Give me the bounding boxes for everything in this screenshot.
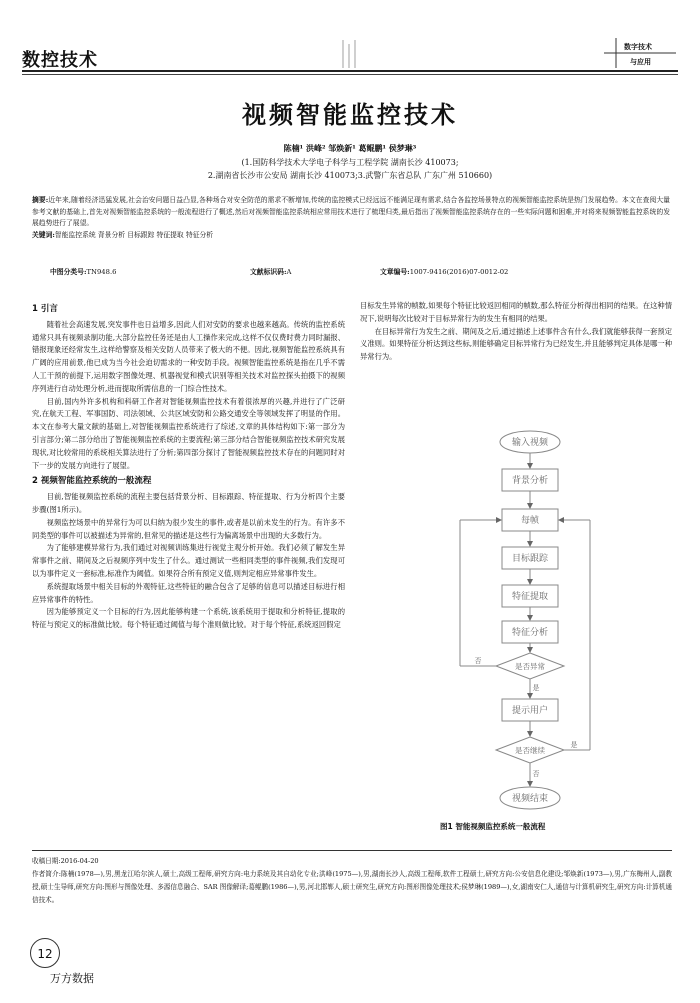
flow-yes-label: 是 — [570, 741, 578, 749]
journal-logo — [590, 36, 678, 70]
flow-node-label: 目标跟踪 — [511, 554, 549, 564]
section-2-heading: 2 视频智能监控系统的一般流程 — [32, 476, 152, 487]
header-rule-thin — [22, 74, 678, 75]
flow-node-label: 是否继续 — [515, 746, 545, 755]
paragraph: 随着社会高速发展,突发事件也日益增多,因此人们对安防的要求也越来越高。传统的监控系统通常只具有视频录制功能,大部分监控任务还是由人工操作来完成,这样不仅仅费时费力同时漏报、错报现象还经常发生,这样给警察及相关安防人员带来了极大的不便。因此,视频智能监控系统具有广阔的应用前景,他已成为当今社会迫切需求的一种安防手段。视频智能监控系统是指在几乎不需人工干预的前提下,运用数字图像处理、机器视觉和模式识别等相关技术对监控探头拍摄下的视频序列进行自动处理分析,进而提取所需信息的一门综合性技术。 — [32, 319, 345, 393]
article-no-value: 1007-9416(2016)07-0012-02 — [409, 268, 509, 276]
flow-node-label: 输入视频 — [511, 438, 549, 448]
doc-code-value: A — [286, 268, 292, 276]
header-ornament-icon — [335, 38, 365, 70]
paragraph: 目前,智能视频监控系统的流程主要包括背景分析、目标跟踪、特征提取、行为分析四个主要步骤(图1所示)。 — [32, 492, 345, 514]
paragraph: 因为能够预定义一个目标的行为,因此能够构建一个系统,该系统用于提取和分析特征,提取的特征与预定义的标准做比较。每个特征通过阈值与每个准则做比较。对于每个特征,系统返回假定 — [32, 607, 345, 630]
header-rule — [22, 70, 678, 72]
paragraph: 目前,国内外许多机构和科研工作者对智能视频监控技术有着很浓厚的兴趣,并进行了广泛研究,在航天工程、军事国防、司法领域、公共区域安防和公路交通安全等领域发挥了明显的作用。本文在参考大量文献的基础上,对智能视频监控系统进行了综述,文章的具体结构如下:第一部分为引言部分;第二部分给出了智能视频监控系统的主要流程;第三部分结合智能视频监控技术研究发展现状,对比较常用的系统相关算法进行了分析;第四部分探讨了智能视频监控技术存在的问题同时对下一步的发展方向进行了展望。 — [32, 396, 345, 470]
flow-node-label: 是否异常 — [515, 662, 545, 671]
keywords-text: 智能监控系统 背景分析 目标跟踪 特征提取 特征分析 — [54, 230, 214, 239]
authors: 陈楠¹ 洪峰² 邹焕新¹ 葛鲲鹏¹ 侯梦琳³ — [283, 143, 417, 153]
flow-node-label: 特征提取 — [511, 592, 549, 602]
author-bio: 作者简介:陈楠(1978—),男,黑龙江哈尔滨人,硕士,高级工程师,研究方向:电力系统及其自动化专业;洪峰(1975—),男,湖南长沙人,高级工程师,软件工程硕士,研究方向:公安信息化建设;邹焕新(1973—),男,广东梅州人,副教授,硕士生导师,研究方向:图形与图像处理、多源信息融合、SAR 图像解译;葛鲲鹏(1986—),男,河北邯郸人,硕士研究生,研究方向:图形图像处理技术;侯梦琳(1989—),女,湖南安仁人,通信与计算机研究生,研究方向:计算机通信技术。 — [32, 870, 672, 904]
paragraph: 系统提取场景中相关目标的外观特征,这些特征的融合包含了足够的信息可以描述目标进行相应异常事件的特性。 — [32, 581, 345, 604]
footnote-rule — [32, 850, 672, 851]
affiliations — [0, 156, 700, 182]
flowchart — [440, 420, 600, 820]
section-title: 数控技术 — [22, 50, 98, 71]
paragraph: 视频监控场景中的异常行为可以归纳为很少发生的事件,或者是以前未发生的行为。有许多不同类型的事件可以被描述为异常的,但常见的描述是这些行为偏离场景中出现的大多数行为。 — [32, 517, 345, 540]
paragraph: 在目标异常行为发生之前、期间及之后,通过描述上述事件含有什么,我们就能够获得一套预定义准则。如果特征分析达到这些标,则能够确定目标异常行为已经发生,并且能够判定具体是哪一种异常行为。 — [360, 326, 672, 362]
flow-node-label: 视频结束 — [511, 794, 549, 804]
page-number: 12 — [30, 938, 60, 968]
clc-value: TN948.6 — [86, 268, 117, 276]
right-column — [360, 300, 672, 364]
flow-node-label: 背景分析 — [511, 476, 549, 486]
clc-label: 中图分类号: — [50, 268, 87, 276]
affiliation-line: (1.国防科学技术大学电子科学与工程学院 湖南长沙 410073; — [241, 158, 459, 167]
affiliation-line: 2.湖南省长沙市公安局 湖南长沙 410073;3.武警广东省总队 广东广州 510660) — [207, 171, 493, 180]
flow-node-label: 特征分析 — [511, 628, 549, 638]
abstract-text: 近年来,随着经济迅猛发展,社会治安问题日益凸显,各种场合对安全防范的需求不断增加,传统的监控模式已经远远不能满足现有需求,结合各监控场景特点的视频智能监控系统是热门发展趋势。本文在查阅大量参考文献的基础上,首先对视频智能监控系统的一般流程进行了概述,然后对视频智能监控系统相应常用技术进行了梳理归类,最后指出了视频智能监控系统存在的一些实际问题和困难,并对将来视频智能监控系统的发展趋势进行了展望。 — [32, 196, 670, 228]
flow-yes-label: 是 — [532, 684, 540, 692]
flow-no-label: 否 — [474, 657, 482, 665]
flow-node-label: 提示用户 — [511, 706, 549, 716]
doc-code-label: 文献标识码: — [250, 268, 287, 276]
received-date: 收稿日期:2016-04-20 — [32, 857, 99, 865]
logo-top-text: 数字技术 — [624, 42, 652, 51]
section-1-heading: 1 引言 — [32, 304, 58, 314]
article-title: 视频智能监控技术 — [242, 101, 458, 129]
logo-bottom-text: 与应用 — [630, 57, 651, 66]
left-column — [32, 300, 345, 632]
flow-node-label: 每帧 — [520, 516, 540, 526]
paragraph: 为了能够建模异常行为,我们通过对视频训练集进行视觉主观分析开始。我们必须了解发生异常事件之前、期间及之后视频序列中发生了什么。通过测试一些相同类型的事件视频,我们发现可以为事件定义一套标准,标准作为阈值。如果符合所有预定义值,则判定相应异常事件发生。 — [32, 543, 345, 578]
flow-no-label: 否 — [532, 770, 540, 778]
article-no-label: 文章编号: — [380, 268, 410, 276]
footnotes — [32, 855, 672, 907]
keywords-label: 关键词: — [32, 230, 55, 239]
abstract-label: 摘要: — [32, 196, 49, 204]
paragraph: 目标发生异常的帧数,如果每个特征比较返回相同的帧数,那么特征分析得出相同的结果。在这种情况下,说明每次比较对于目标异常行为的发生有相同的结果。 — [360, 301, 672, 323]
figure-caption: 图1 智能视频监控系统一般流程 — [440, 822, 546, 831]
watermark: 万方数据 — [50, 972, 94, 985]
abstract — [32, 195, 670, 241]
